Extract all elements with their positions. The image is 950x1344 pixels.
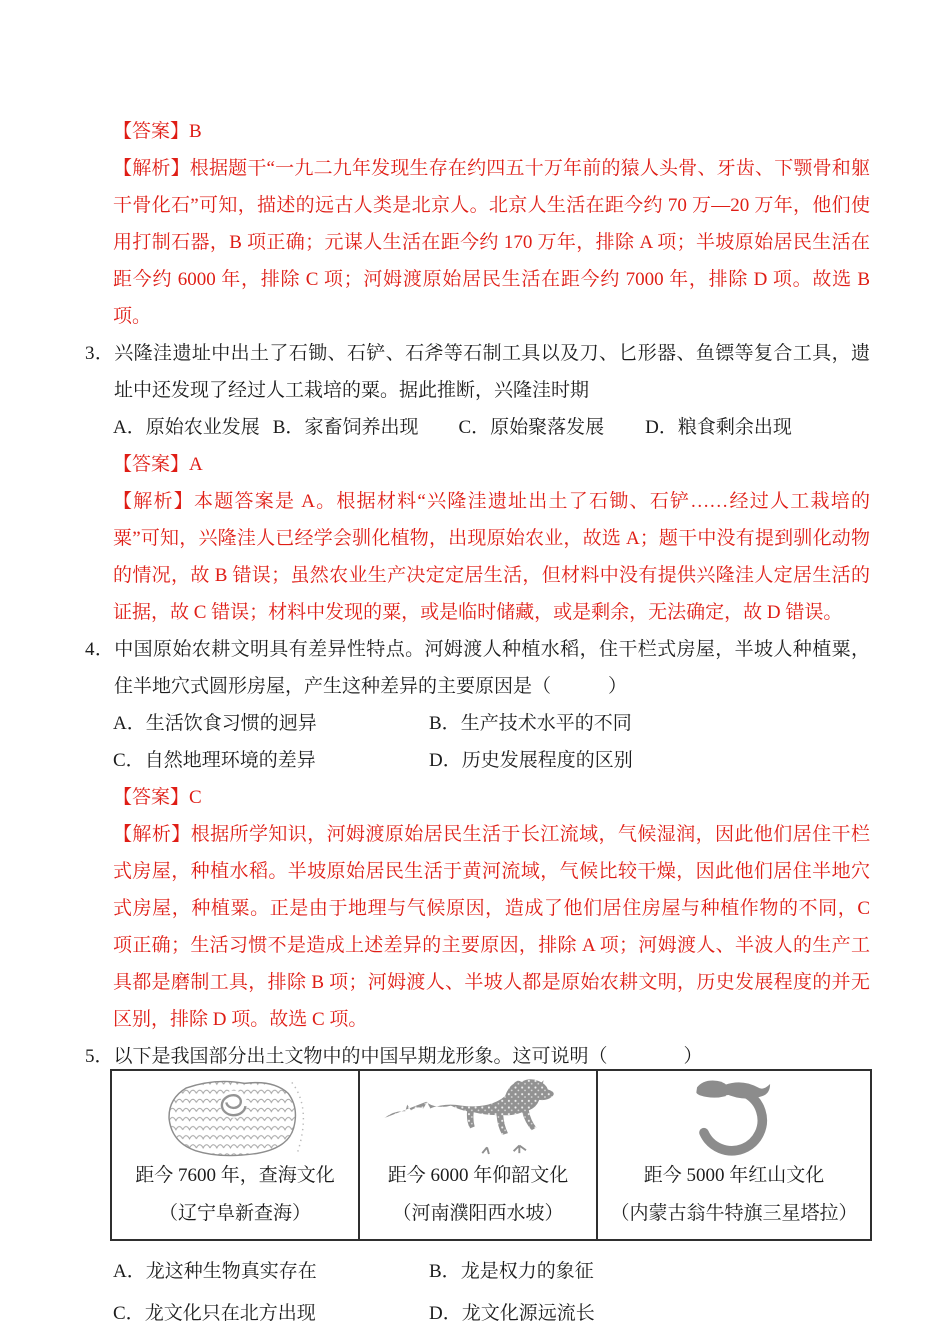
analysis-label: 【解析】 [113, 491, 194, 512]
artifact-cell-chahai [112, 1071, 358, 1239]
q5-stem-text: 以下是我国部分出土文物中的中国早期龙形象。这可说明（ ） [113, 1046, 703, 1067]
jade-c-dragon-image [681, 1077, 787, 1157]
artifact-cell-xishuipo [358, 1071, 596, 1239]
answer-label: 【答案】 [113, 121, 190, 142]
q3-answer-line [113, 446, 870, 483]
artifact-cell-hongshan [596, 1071, 870, 1239]
analysis-label: 【解析】 [113, 824, 191, 845]
q4-answer-value: C [189, 787, 202, 808]
artifact-caption-line1: 距今 5000 年红山文化 [643, 1165, 825, 1186]
q2-answer-value: B [189, 121, 202, 142]
artifact-caption-line1: 距今 7600 年，查海文化 [135, 1165, 335, 1186]
q3-number: 3． [85, 343, 115, 364]
artifact-caption-line2: （内蒙古翁牛特旗三星塔拉） [610, 1203, 858, 1224]
q3-option-d: D．粮食剩余出现 [645, 417, 792, 438]
q3-option-b: B．家畜饲养出现 [272, 417, 419, 438]
q3-analysis-text: 本题答案是 A。根据材料“兴隆洼遗址出土了石锄、石铲……经过人工栽培的粟”可知，兴隆洼人已经学会驯化植物，出现原始农业，故选 A；题干中没有提到驯化动物的情况，故 B 错误；虽然农业生产决定定居生活，但材料中没有提供兴隆洼人定居生活的证据，故 C 错误；材料中发现的粟，或是临时储藏，或是剩余，无法确定，故 D 错误。 [113, 491, 870, 623]
q4-option-b: B．生产技术水平的不同 [429, 713, 632, 734]
analysis-label: 【解析】 [113, 158, 190, 179]
q3-analysis-paragraph [113, 483, 870, 631]
q4-option-a: A．生活饮食习惯的迥异 [113, 713, 317, 734]
q5-option-d: D．龙文化源远流长 [429, 1303, 595, 1324]
q4-stem-text: 中国原始农耕文明具有差异性特点。河姆渡人种植水稻，住干栏式房屋，半坡人种植粟，住半地穴式圆形房屋，产生这种差异的主要原因是（ ） [114, 639, 870, 697]
q4-stem [85, 631, 870, 705]
stone-mosaic-dragon-image [154, 1077, 316, 1157]
q4-analysis-paragraph [113, 816, 870, 1038]
q5-option-b: B．龙是权力的象征 [429, 1261, 594, 1282]
q2-answer-line [113, 113, 870, 150]
q5-option-c: C．龙文化只在北方出现 [113, 1303, 316, 1324]
q4-option-c: C．自然地理环境的差异 [113, 750, 316, 771]
q5-options-grid [85, 1251, 870, 1335]
q2-analysis-text: 根据题干“一九二九年发现生存在约四五十万年前的猿人头骨、牙齿、下颚骨和躯干骨化石”可知，描述的远古人类是北京人。北京人生活在距今约 70 万—20 万年，他们使用打制石器，B 项正确；元谋人生活在距今约 170 万年，排除 A 项；半坡原始居民生活在距今约 6000 年，排除 C 项；河姆渡原始居民生活在距今约 7000 年，排除 D 项。故选 B 项。 [113, 158, 870, 327]
q3-stem [85, 335, 870, 409]
q3-option-a: A．原始农业发展 [113, 417, 260, 438]
answer-label: 【答案】 [113, 787, 190, 808]
artifact-table [110, 1069, 872, 1241]
q5-option-a: A．龙这种生物真实存在 [113, 1261, 317, 1282]
artifact-caption-line1: 距今 6000 年仰韶文化 [387, 1165, 569, 1186]
q3-answer-value: A [189, 454, 203, 475]
q4-analysis-text: 根据所学知识，河姆渡原始居民生活于长江流域，气候湿润，因此他们居住干栏式房屋，种植水稻。半坡原始居民生活于黄河流域，气候比较干燥，因此他们居住半地穴式房屋，种植粟。正是由于地理与气候原因，造成了他们居住房屋与种植作物的不同，C 项正确；生活习惯不是造成上述差异的主要原因，排除 A 项；河姆渡人、半波人的生产工具都是磨制工具，排除 B 项；河姆渡人、半坡人都是原始农耕文明，历史发展程度的并无区别，排除 D 项。故选 C 项。 [113, 824, 870, 1030]
shell-dragon-image [379, 1077, 577, 1157]
q4-options-grid [85, 705, 870, 779]
artifact-caption-line2: （河南濮阳西水坡） [392, 1203, 564, 1224]
q4-number: 4． [85, 639, 115, 660]
q4-answer-line [113, 779, 870, 816]
answer-label: 【答案】 [113, 454, 190, 475]
q3-options-row [85, 409, 870, 446]
q3-stem-text: 兴隆洼遗址中出土了石锄、石铲、石斧等石制工具以及刀、匕形器、鱼镖等复合工具，遗址中还发现了经过人工栽培的粟。据此推断，兴隆洼时期 [114, 343, 870, 401]
q3-option-c: C．原始聚落发展 [458, 417, 605, 438]
q4-option-d: D．历史发展程度的区别 [429, 750, 633, 771]
q2-analysis-paragraph [113, 150, 870, 335]
q5-number: 5． [85, 1046, 114, 1067]
artifact-caption-line2: （辽宁阜新查海） [158, 1203, 311, 1224]
